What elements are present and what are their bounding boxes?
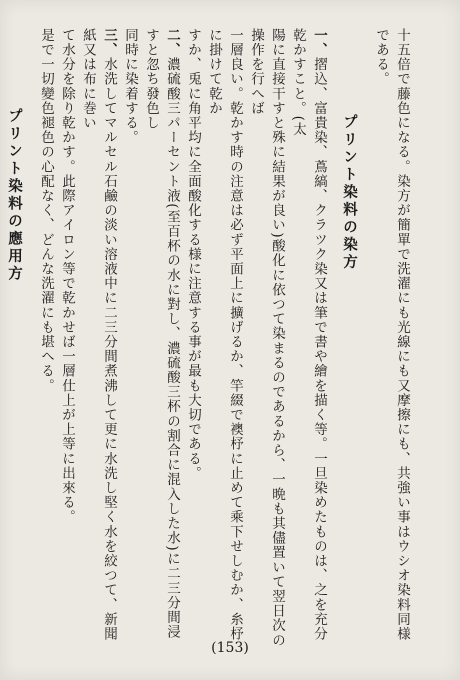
item-2-line-2: 同時に染着する。: [122, 28, 138, 145]
item-1-line-2: 陽に直接干すと殊に結果が良い)酸化に依つて染まるのであるから、一晩も其儘置いて翌日次の操作を行へば: [248, 28, 285, 648]
item-1-line-3: 一層良い。乾かす時の注意は必ず平面上に擴げるか、竿綴で襖杼に止めて乘下せしむか、糸杼に掛けて乾か: [206, 28, 243, 642]
intro-paragraph: 十五倍で藤色になる。染方が簡單で洗濯にも光線にも又摩擦にも、共強い事はウシオ染料同様である。: [373, 28, 410, 642]
vertical-text-body: [6, 28, 420, 648]
item-1-text-1: 摺込、富貴染、蔦縞、クラツク染又は筆で書や繪を描く等。一旦染めたものは、之を充分乾かすこと。(太: [290, 28, 327, 642]
section-heading-application: プリント染料の應用方: [6, 108, 23, 283]
item-3-text-1: 水洗してマルセル石鹼の淡い溶液中に二三分間煮沸して更に水洗し堅く水を絞つて、新聞紙又は布に巻い: [80, 28, 117, 642]
section-heading-dye-method: プリント染料の染方: [341, 114, 358, 272]
item-3-line-3: 是で一切變色褪色の心配なく、どんな洗濯にも堪へる。: [38, 28, 54, 393]
item-3-label: 三、: [101, 28, 117, 58]
item-2-line-1: [140, 28, 182, 648]
item-1-label: 一、: [311, 28, 327, 58]
item-1-line-4: すか、兎に角平均に全面酸化する様に注意する事が最も大切である。: [185, 28, 201, 481]
item-1-line-1: [287, 28, 329, 648]
item-2-label: 二、: [164, 28, 180, 58]
item-2-text-1: 濃硫酸三パーセント液(至百杯の水に對し、濃硫酸三杯の割合に混入した水)に二三分間浸すと忽ち發色し: [143, 28, 180, 640]
item-3-line-1: [77, 28, 119, 648]
item-3-line-2: て水分を除り乾かす。此際アイロン等で乾かせば一層仕上が上等に出來る。: [59, 28, 75, 525]
page-number: (153): [211, 640, 249, 656]
